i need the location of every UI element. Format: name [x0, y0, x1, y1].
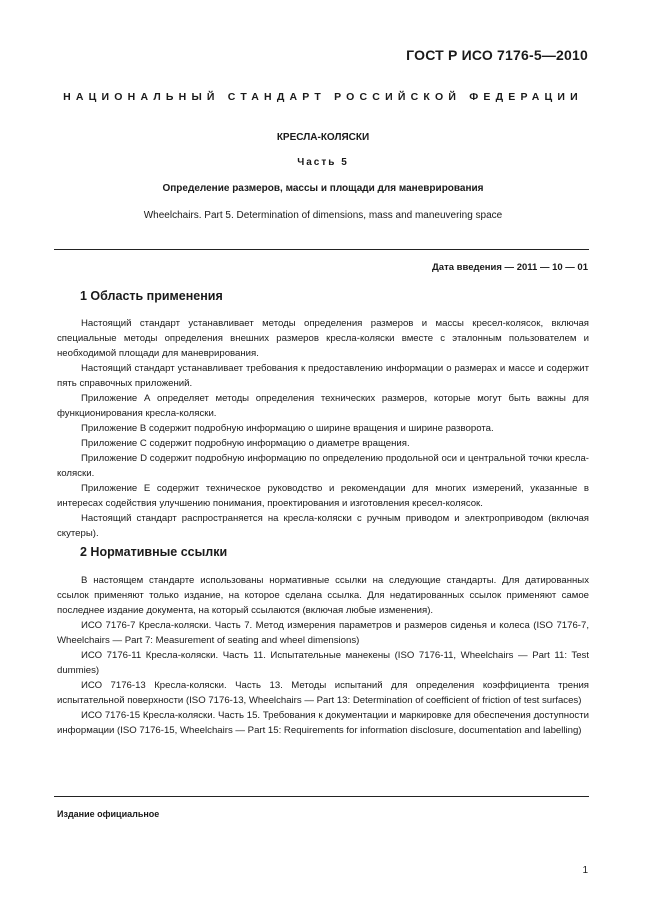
- footer-divider: [54, 796, 589, 797]
- section-heading-references: 2 Нормативные ссылки: [80, 545, 228, 559]
- reference-item: ИСО 7176-13 Кресла-коляски. Часть 13. Методы испытаний для определения коэффициента трения испытательной поверхности (ISO 7176-13, Wheelchairs — Part 13: Determination of coefficient of friction of test surfaces): [57, 680, 589, 706]
- document-title: КРЕСЛА-КОЛЯСКИ: [276, 132, 370, 143]
- section-references-body: [57, 573, 589, 738]
- part-label: Часть 5: [297, 157, 349, 168]
- page-number: 1: [582, 865, 588, 876]
- introduction-date: Дата введения — 2011 — 10 — 01: [432, 262, 588, 273]
- reference-item: ИСО 7176-15 Кресла-коляски. Часть 15. Требования к документации и маркировке для обеспечения доступности информации (ISO 7176-15, Wheelchairs — Part 15: Requirements for information disclosure, documentation and labelling): [57, 710, 589, 736]
- reference-item: ИСО 7176-11 Кресла-коляски. Часть 11. Испытательные манекены (ISO 7176-11, Wheelchairs — Part 11: Test dummies): [57, 650, 589, 676]
- paragraph: Приложение Е содержит техническое руководство и рекомендации для многих измерений, указанные в интересах содействия улучшению понимания, проектирования и изготовления кресел-колясок.: [57, 483, 589, 509]
- top-divider: [54, 249, 589, 250]
- paragraph: Приложение В содержит подробную информацию о ширине вращения и ширине разворота.: [81, 423, 494, 434]
- paragraph: В настоящем стандарте использованы нормативные ссылки на следующие стандарты. Для датированных ссылок применяют только издание, на которое сделана ссылка. Для недатированных ссылок применяют самое последнее издание документа, на который ссылаются (включая любые изменения).: [57, 575, 589, 616]
- paragraph: Настоящий стандарт устанавливает требования к предоставлению информации о размерах и массе и содержит пять справочных приложений.: [57, 363, 589, 389]
- paragraph: Приложение А определяет методы определения технических размеров, которые могут быть важны для функционирования кресла-коляски.: [57, 393, 589, 419]
- section-scope-body: [57, 316, 589, 541]
- document-code: ГОСТ Р ИСО 7176-5—2010: [406, 47, 588, 63]
- reference-item: ИСО 7176-7 Кресла-коляски. Часть 7. Метод измерения параметров и размеров сиденья и колеса (ISO 7176-7, Wheelchairs — Part 7: Measurement of seating and wheel dimensions): [57, 620, 589, 646]
- national-standard-title: НАЦИОНАЛЬНЫЙ СТАНДАРТ РОССИЙСКОЙ ФЕДЕРАЦИИ: [63, 91, 583, 103]
- official-edition-label: Издание официальное: [57, 809, 160, 819]
- paragraph: Приложение С содержит подробную информацию о диаметре вращения.: [81, 438, 410, 449]
- paragraph: Настоящий стандарт устанавливает методы определения размеров и массы кресел-колясок, включая специальные методы определения внешних размеров кресла-коляски вместе с эталонным пользователем и необходимой площади для маневрирования.: [57, 318, 589, 359]
- subtitle-english: Wheelchairs. Part 5. Determination of dimensions, mass and maneuvering space: [143, 210, 503, 221]
- section-heading-scope: 1 Область применения: [80, 289, 223, 303]
- subtitle-russian: Определение размеров, массы и площади для маневрирования: [162, 183, 484, 194]
- paragraph: Настоящий стандарт распространяется на кресла-коляски с ручным приводом и электроприводом (включая скутеры).: [57, 513, 589, 539]
- paragraph: Приложение D содержит подробную информацию по определению продольной оси и центральной точки кресла-коляски.: [57, 453, 589, 479]
